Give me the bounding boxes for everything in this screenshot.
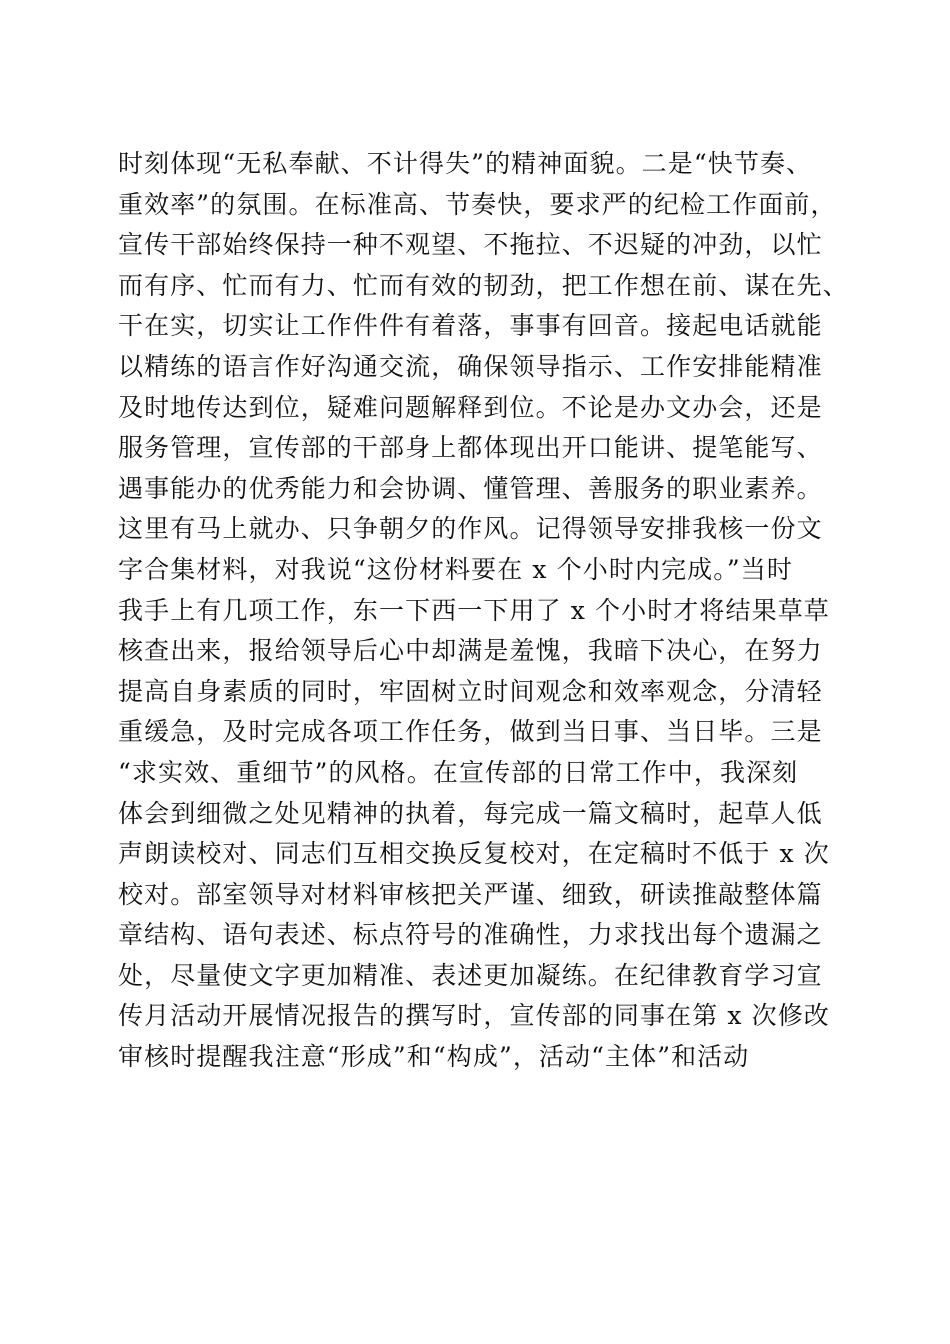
text-line: 字合集材料，对我说“这份材料要在 x 个小时内完成。”当时 <box>118 554 793 584</box>
text-line: 声朗读校对、同志们互相交换反复校对，在定稿时不低于 x 次 <box>118 839 830 869</box>
text-line: 时刻体现“无私奉献、不计得失”的精神面貌。二是“快节奏、 <box>118 149 813 178</box>
text-line: 干在实，切实让工作件件有着落，事事有回音。接起电话就能 <box>118 311 823 341</box>
text-line: 审核时提醒我注意“形成”和“构成”，活动“主体”和活动 <box>118 1042 750 1072</box>
text-line: 体会到细微之处见精神的执着，每完成一篇文稿时，起草人低 <box>118 798 823 828</box>
text-line: 核查出来，报给领导后心中却满是羞愧，我暗下决心，在努力 <box>118 636 823 666</box>
text-line: 提高自身素质的同时，牢固树立时间观念和效率观念，分清轻 <box>118 676 823 706</box>
text-line: 遇事能办的优秀能力和会协调、懂管理、善服务的职业素养。 <box>118 473 823 503</box>
text-line: 章结构、语句表述、标点符号的准确性，力求找出每个遗漏之 <box>118 920 823 950</box>
text-line: 重效率”的氛围。在标准高、节奏快，要求严的纪检工作面前， <box>118 189 837 219</box>
text-line: 我手上有几项工作，东一下西一下用了 x 个小时才将结果草草 <box>118 595 830 625</box>
text-line: 处，尽量使文字更加精准、表述更加凝练。在纪律教育学习宣 <box>118 960 823 990</box>
body-text <box>118 144 858 1078</box>
text-line: 以精练的语言作好沟通交流，确保领导指示、工作安排能精准 <box>118 351 823 381</box>
text-line: 及时地传达到位，疑难问题解释到位。不论是办文办会，还是 <box>118 392 823 422</box>
text-line: 而有序、忙而有力、忙而有效的韧劲，把工作想在前、谋在先、 <box>118 270 849 300</box>
text-line: 宣传干部始终保持一种不观望、不拖拉、不迟疑的冲劲，以忙 <box>118 230 823 260</box>
text-line: 这里有马上就办、只争朝夕的作风。记得领导安排我核一份文 <box>118 514 823 544</box>
text-line: 重缓急，及时完成各项工作任务，做到当日事、当日毕。三是 <box>118 717 823 747</box>
text-line: “求实效、重细节”的风格。在宣传部的日常工作中，我深刻 <box>118 757 799 787</box>
text-line: 服务管理，宣传部的干部身上都体现出开口能讲、提笔能写、 <box>118 433 823 463</box>
text-line: 校对。部室领导对材料审核把关严谨、细致，研读推敲整体篇 <box>118 879 823 909</box>
text-line: 传月活动开展情况报告的撰写时，宣传部的同事在第 x 次修改 <box>118 1001 830 1031</box>
